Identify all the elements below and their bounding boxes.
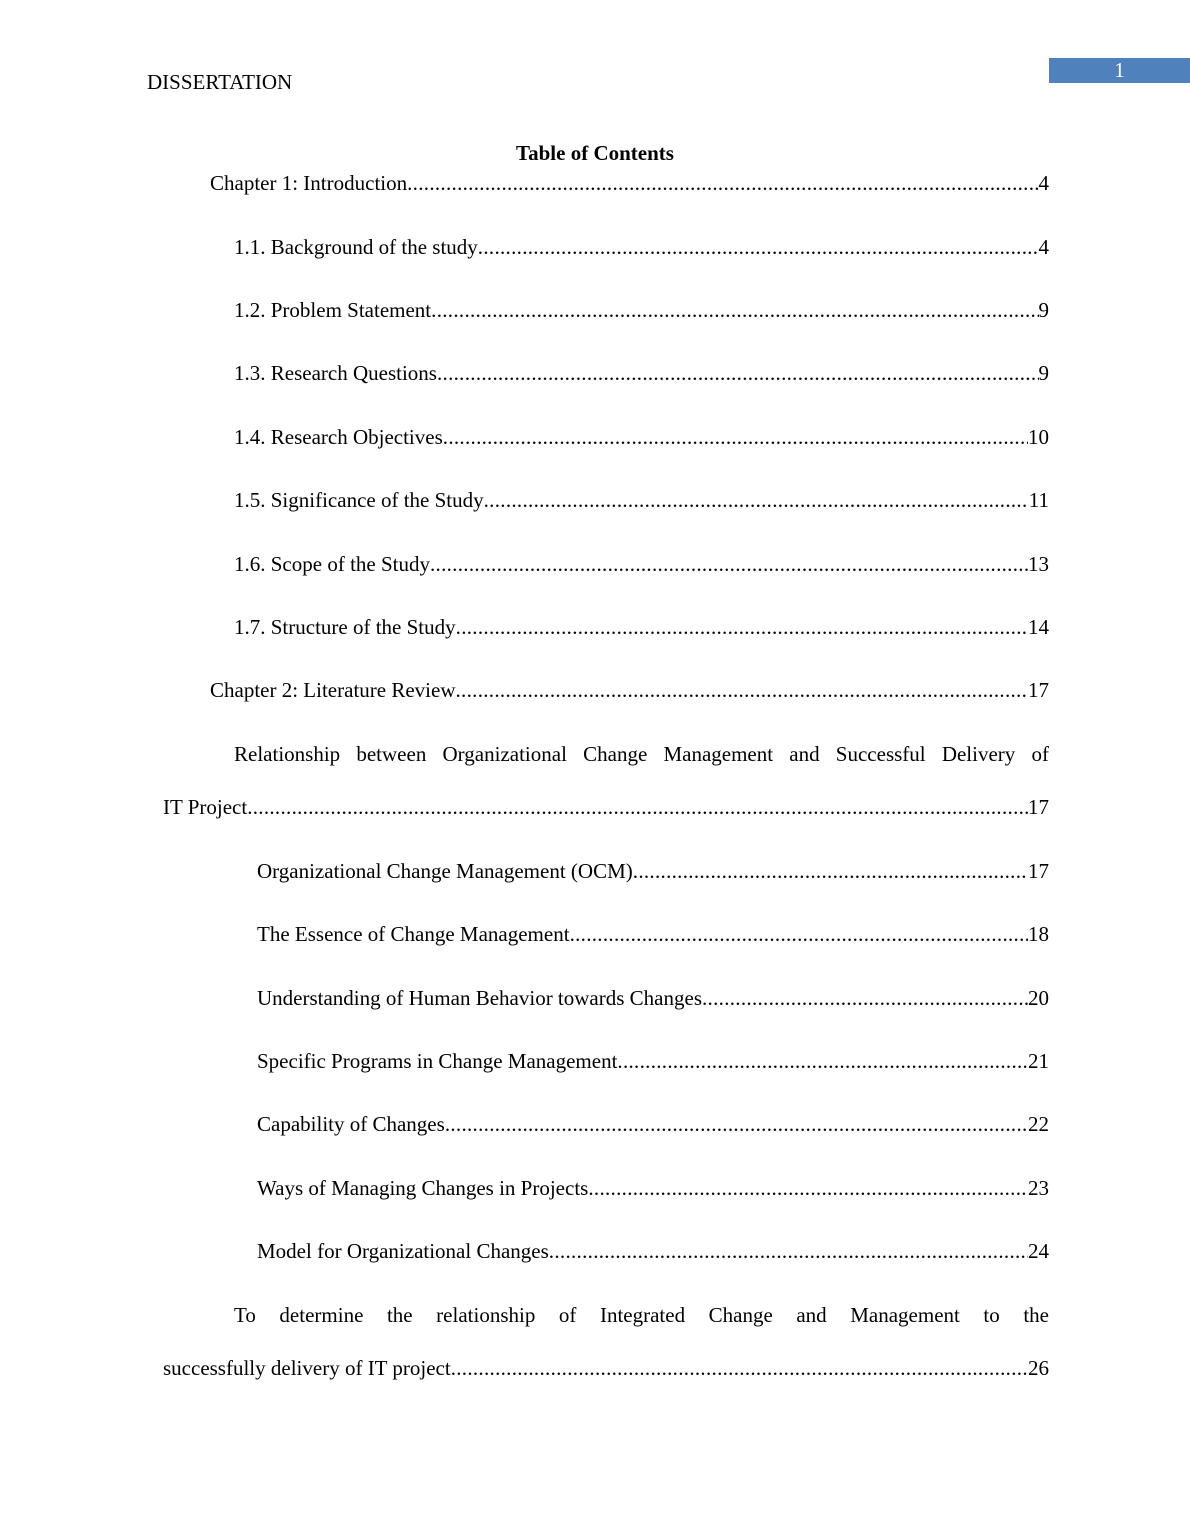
dot-leader <box>437 360 1039 386</box>
toc-entry-page: 22 <box>1028 1112 1049 1136</box>
toc-entry-page: 13 <box>1028 552 1049 576</box>
dot-leader <box>633 858 1028 884</box>
toc-entry[interactable] <box>234 487 1049 513</box>
toc-entry-page: 20 <box>1028 986 1049 1010</box>
toc-entry-label: 1.3. Research Questions <box>234 361 437 385</box>
toc-entry-page: 17 <box>1028 859 1049 883</box>
toc-entry[interactable] <box>257 1111 1049 1137</box>
toc-entry[interactable] <box>234 551 1049 577</box>
toc-entry-page: 18 <box>1028 922 1049 946</box>
toc-entry-label: Specific Programs in Change Management <box>257 1049 618 1073</box>
dot-leader <box>443 424 1028 450</box>
toc-entry[interactable] <box>234 424 1049 450</box>
toc-entry[interactable] <box>210 677 1049 703</box>
dot-leader <box>456 614 1028 640</box>
toc-entry[interactable] <box>234 234 1049 260</box>
toc-entry-page: 9 <box>1038 298 1049 322</box>
toc-entry-page: 21 <box>1028 1049 1049 1073</box>
toc-entry-page: 10 <box>1028 425 1049 449</box>
toc-entry-label: 1.1. Background of the study <box>234 235 478 259</box>
toc-entry-label-line1: To determine the relationship of Integrated Change and Management to the <box>234 1303 1049 1327</box>
dot-leader <box>430 551 1028 577</box>
toc-entry[interactable] <box>163 794 1049 820</box>
toc-entry-page: 11 <box>1028 488 1049 512</box>
toc-entry-page: 17 <box>1028 678 1049 702</box>
dot-leader <box>570 921 1028 947</box>
toc-entry[interactable] <box>234 297 1049 323</box>
page-number: 1 <box>1049 58 1190 83</box>
toc-entry-label: 1.5. Significance of the Study <box>234 488 484 512</box>
dot-leader <box>549 1238 1028 1264</box>
dot-leader <box>445 1111 1028 1137</box>
toc-entry-wrapped-line[interactable] <box>234 741 1049 767</box>
toc-entry-label: Ways of Managing Changes in Projects <box>257 1176 589 1200</box>
toc-entry-label: Chapter 2: Literature Review <box>210 678 456 702</box>
toc-entry-label-line1: Relationship between Organizational Change Management and Successful Delivery of <box>234 742 1049 766</box>
toc-entry[interactable] <box>257 1048 1049 1074</box>
toc-entry-label: Chapter 1: Introduction <box>210 171 408 195</box>
toc-entry[interactable] <box>257 858 1049 884</box>
toc-entry-label: The Essence of Change Management <box>257 922 570 946</box>
toc-entry-label: 1.2. Problem Statement <box>234 298 432 322</box>
toc-entry-label: Model for Organizational Changes <box>257 1239 549 1263</box>
toc-entry-label: Understanding of Human Behavior towards Changes <box>257 986 702 1010</box>
dot-leader <box>588 1175 1028 1201</box>
toc-entry-label: 1.4. Research Objectives <box>234 425 443 449</box>
dot-leader <box>247 794 1028 820</box>
toc-entry-page: 24 <box>1028 1239 1049 1263</box>
toc-entry-wrapped-line[interactable] <box>234 1302 1049 1328</box>
toc-entry-page: 17 <box>1028 795 1049 819</box>
dot-leader <box>478 234 1039 260</box>
toc-entry-page: 4 <box>1038 171 1049 195</box>
dot-leader <box>431 297 1038 323</box>
toc-entry-page: 26 <box>1028 1356 1049 1380</box>
toc-title: Table of Contents <box>516 141 674 165</box>
dot-leader <box>617 1048 1028 1074</box>
dot-leader <box>407 170 1038 196</box>
toc-entry-page: 23 <box>1028 1176 1049 1200</box>
toc-entry-label-line2: successfully delivery of IT project <box>163 1356 451 1380</box>
toc-entry[interactable] <box>163 1355 1049 1381</box>
toc-entry[interactable] <box>257 921 1049 947</box>
toc-entry[interactable] <box>210 170 1049 196</box>
toc-entry-page: 14 <box>1028 615 1049 639</box>
toc-entry-label: Capability of Changes <box>257 1112 445 1136</box>
toc-entry-page: 9 <box>1038 361 1049 385</box>
running-head: DISSERTATION <box>147 70 293 94</box>
dot-leader <box>451 1355 1028 1381</box>
toc-entry-page: 4 <box>1038 235 1049 259</box>
toc-entry[interactable] <box>257 1238 1049 1264</box>
toc-entry[interactable] <box>257 1175 1049 1201</box>
toc-entry[interactable] <box>234 614 1049 640</box>
toc-entry-label: Organizational Change Management (OCM) <box>257 859 633 883</box>
dot-leader <box>702 985 1028 1011</box>
toc-entry-label: 1.7. Structure of the Study <box>234 615 456 639</box>
toc-entry[interactable] <box>257 985 1049 1011</box>
toc-entry-label-line2: IT Project <box>163 795 248 819</box>
toc-entry[interactable] <box>234 360 1049 386</box>
dot-leader <box>456 677 1029 703</box>
dot-leader <box>484 487 1029 513</box>
toc-entry-label: 1.6. Scope of the Study <box>234 552 430 576</box>
